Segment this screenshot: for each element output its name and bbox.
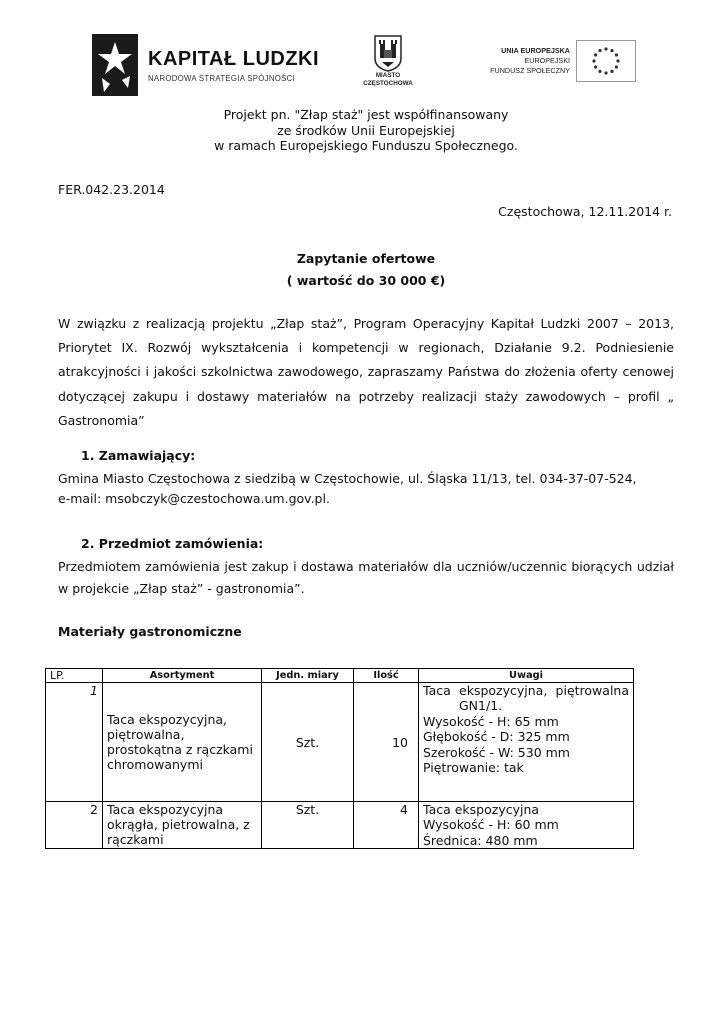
main-paragraph: W związku z realizacją projektu „Złap staż”, Program Operacyjny Kapitał Ludzki 2007 – 2013, Priorytet IX. Rozwój wykształcenia i kompetencji w regionach, Działanie 9.2. Podniesienie atrakcyjności i jakości szkolnictwa zawodowego, zapraszamy Państwa do złożenia oferty cenowej dotyczącej zakupu i dostawy materiałów na potrzeby realizacji staży zawodowych – profil „ Gastronomia” — [58, 316, 674, 428]
row1-uwagi — [419, 683, 634, 802]
section1-email: e-mail: msobczyk@czestochowa.um.gov.pl. — [58, 491, 330, 506]
row1-lp: 1 — [46, 683, 103, 802]
section1-heading: 1. Zamawiający: — [81, 448, 196, 463]
header-jm: Jedn. miary — [262, 669, 354, 683]
cofinancing-note — [180, 107, 552, 154]
row1-uwagi-l5: Szerokość - W: 530 mm — [423, 744, 570, 760]
title-line2: ( wartość do 30 000 €) — [286, 273, 446, 288]
table-row — [46, 802, 634, 849]
place-date: Częstochowa, 12.11.2014 r. — [498, 204, 672, 219]
row1-uwagi-l2: GN1/1. — [459, 698, 503, 714]
row2-lp: 2 — [46, 802, 103, 849]
row2-uwagi — [419, 802, 634, 849]
city-crest-icon — [373, 34, 403, 72]
eu-flag-icon — [576, 40, 636, 82]
header-lp: LP. — [46, 669, 103, 683]
materials-heading: Materiały gastronomiczne — [58, 624, 242, 639]
cofinancing-line3: w ramach Europejskiego Funduszu Społecznego. — [214, 138, 518, 153]
city-logo-line1: MIASTO — [375, 72, 401, 79]
row1-uwagi-l1: Taca ekspozycyjna, piętrowalna — [423, 683, 629, 698]
table-header-row — [46, 669, 634, 683]
header-ilosc: Ilość — [354, 669, 419, 683]
row2-uwagi-l1: Taca ekspozycyjna — [423, 802, 540, 817]
section1-address: Gmina Miasto Częstochowa z siedzibą w Częstochowie, ul. Śląska 11/13, tel. 034-37-07-524, — [58, 471, 637, 486]
row1-uwagi-l4: Głębokość - D: 325 mm — [423, 729, 570, 745]
kapital-ludzki-logo — [92, 34, 320, 96]
eu-logo-line1: UNIA EUROPEJSKA — [501, 46, 570, 55]
row2-uwagi-l3: Średnica: 480 mm — [423, 832, 538, 848]
eu-logo-text — [490, 46, 570, 76]
row2-jm: Szt. — [262, 802, 354, 849]
row1-asortyment: Taca ekspozycyjna, piętrowalna, prostokątna z rączkami chromowanymi — [103, 683, 262, 802]
row2-asortyment: Taca ekspozycyjna okrągła, pietrowalna, z rączkami — [103, 802, 262, 849]
table-row — [46, 683, 634, 802]
section2-text: Przedmiotem zamówienia jest zakup i dostawa materiałów dla uczniów/uczennic biorących udział w projekcie „Złap staż” - gastronomia”. — [58, 559, 674, 596]
czestochowa-logo — [358, 34, 418, 98]
eu-logo-line2: EUROPEJSKI — [524, 56, 570, 65]
row1-ilosc: 10 — [354, 683, 419, 802]
cofinancing-line1: Projekt pn. "Złap staż" jest współfinansowany — [223, 107, 509, 122]
section2-heading: 2. Przedmiot zamówienia: — [81, 536, 264, 551]
row1-jm: Szt. — [262, 683, 354, 802]
title-line1: Zapytanie ofertowe — [296, 251, 436, 266]
header-uwagi: Uwagi — [419, 669, 634, 683]
row1-uwagi-l3: Wysokość - H: 65 mm — [423, 713, 559, 729]
document-title — [180, 248, 552, 292]
kl-logo-subtitle: NARODOWA STRATEGIA SPÓJNOŚCI — [148, 74, 296, 83]
row2-uwagi-l2: Wysokość - H: 60 mm — [423, 817, 559, 833]
kl-logo-title: KAPITAŁ LUDZKI — [148, 48, 320, 70]
row1-uwagi-l6: Piętrowanie: tak — [423, 760, 524, 776]
cofinancing-line2: ze środków Unii Europejskiej — [277, 122, 455, 138]
header-asortyment: Asortyment — [103, 669, 262, 683]
materials-table — [45, 668, 634, 849]
city-logo-line2: CZĘSTOCHOWA — [363, 80, 413, 87]
eu-logo-line3: FUNDUSZ SPOŁECZNY — [490, 66, 570, 75]
kapital-ludzki-emblem-icon — [92, 34, 138, 96]
document-number: FER.042.23.2014 — [58, 182, 165, 197]
eu-logo — [492, 40, 636, 90]
row2-ilosc: 4 — [354, 802, 419, 849]
